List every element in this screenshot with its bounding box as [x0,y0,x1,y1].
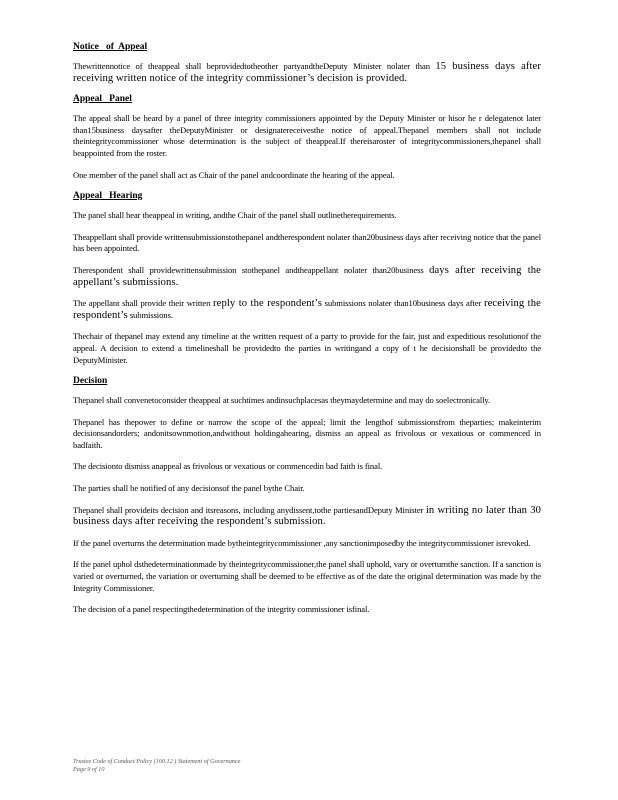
paragraph: The panel shall hear theappeal in writing, andthe Chair of the panel shall outlinetherequirements. [73,210,397,221]
paragraph: The decisionto dismiss anappeal as frivolous or vexatious or commencedin bad faith is final. [73,461,383,472]
paragraph [73,61,541,84]
page-footer [73,758,240,774]
paragraph: Theappellant shall provide writtensubmissionstothepanel andtherespondent nolater than20business days after receiving notice that the panel has been appointed. [73,231,541,254]
paragraph-text-large: reply to the respondent’s [213,298,322,310]
paragraph-text: submissions nolater than10business days after [324,298,482,309]
paragraph-text-large: days after receiving the appellant’s submissions. [73,264,541,288]
paragraph: Thepanel has thepower to define or narrow the scope of the appeal; limit the lengthof submissionsfrom theparties; makeinterim decisionsandorders; andonitsownmotion,andwithout holdingahearing, dismiss an appeal as frivolous or vexatious or commenced in badfaith. [73,416,541,450]
paragraph: If the panel overturns the determination made bytheintegritycommissioner ,any sanctionimposedby the integritycommissioner isrevoked. [73,537,531,548]
section-heading-decision: Decision [73,376,108,387]
section-heading-notice-of-appeal: Notice of Appeal [73,42,148,52]
paragraph-text: Thewrittennotice of theappeal shall beprovidedtotheother partyandtheDeputy Minister nolater than [73,61,430,71]
paragraph [73,505,541,528]
paragraph-text: The appellant shall provide their written [73,298,211,309]
paragraph [73,298,541,321]
paragraph [73,265,541,288]
paragraph: If the panel uphol dsthedeterminationmade by theintegritycommissioner,the panel shall uphold, vary or overturnthe sanction. If a sanction is varied or overturned, the variation or overturning shall be deemed to be effective as of the date the original determination was made by the Integrity Commissioner. [73,559,541,593]
paragraph: Thepanel shall convenetoconsider theappeal at suchtimes andinsuchplacesas theymaydetermine and may do soelectronically. [73,395,491,406]
footer-page-number: Page 9 of 10 [73,766,105,773]
paragraph: One member of the panel shall act as Chair of the panel andcoordinate the hearing of the appeal. [73,169,395,180]
footer-document-title: Trustee Code of Conduct Policy (100.12 ) Statement of Governance [73,758,241,765]
paragraph: The parties shall be notified of any decisionsof the panel bythe Chair. [73,483,305,494]
section-heading-appeal-hearing: Appeal Hearing [73,191,143,202]
paragraph: The decision of a panel respectingthedetermination of the integrity commissioner isfinal. [73,604,370,615]
section-heading-appeal-panel: Appeal Panel [73,94,132,105]
paragraph-text-large: 15 business days after receiving written notice of the integrity commissioner’s decision is provided. [73,61,541,84]
paragraph-text-large: receiving the respondent’s [73,298,541,321]
paragraph-text: Therespondent shall providewrittensubmission stothepanel andtheappellant nolater than20business [73,264,424,275]
paragraph: Thechair of thepanel may extend any timeline at the written request of a party to provide for the fair, just and expeditious resolutionof the appeal. A decision to extend a timelineshall be providedto the parties in writingand a copy of t he decisionshall be providedto the DeputyMinister. [73,331,541,365]
paragraph: The appeal shall be heard by a panel of three integrity commissioners appointed by the Deputy Minister or hisor he r delegatenot later than15business daysafter theDeputyMinister or designatereceivesthe notice of appeal.Thepanel members shall not include theintegritycommissioner whose determination is the subject of theappeal.If thereisaroster of integritycommissioners,thepanel shall beappointed from the roster. [73,113,541,158]
paragraph-text: submissions. [129,309,173,320]
document-body [73,42,541,626]
paragraph-text-large: in writing no later than 30 business days after receiving the respondent’s submission. [73,504,541,528]
paragraph-text: Thepanel shall provideits decision and itsreasons, including anydissent,tothe partiesandDeputy Minister [73,504,424,515]
